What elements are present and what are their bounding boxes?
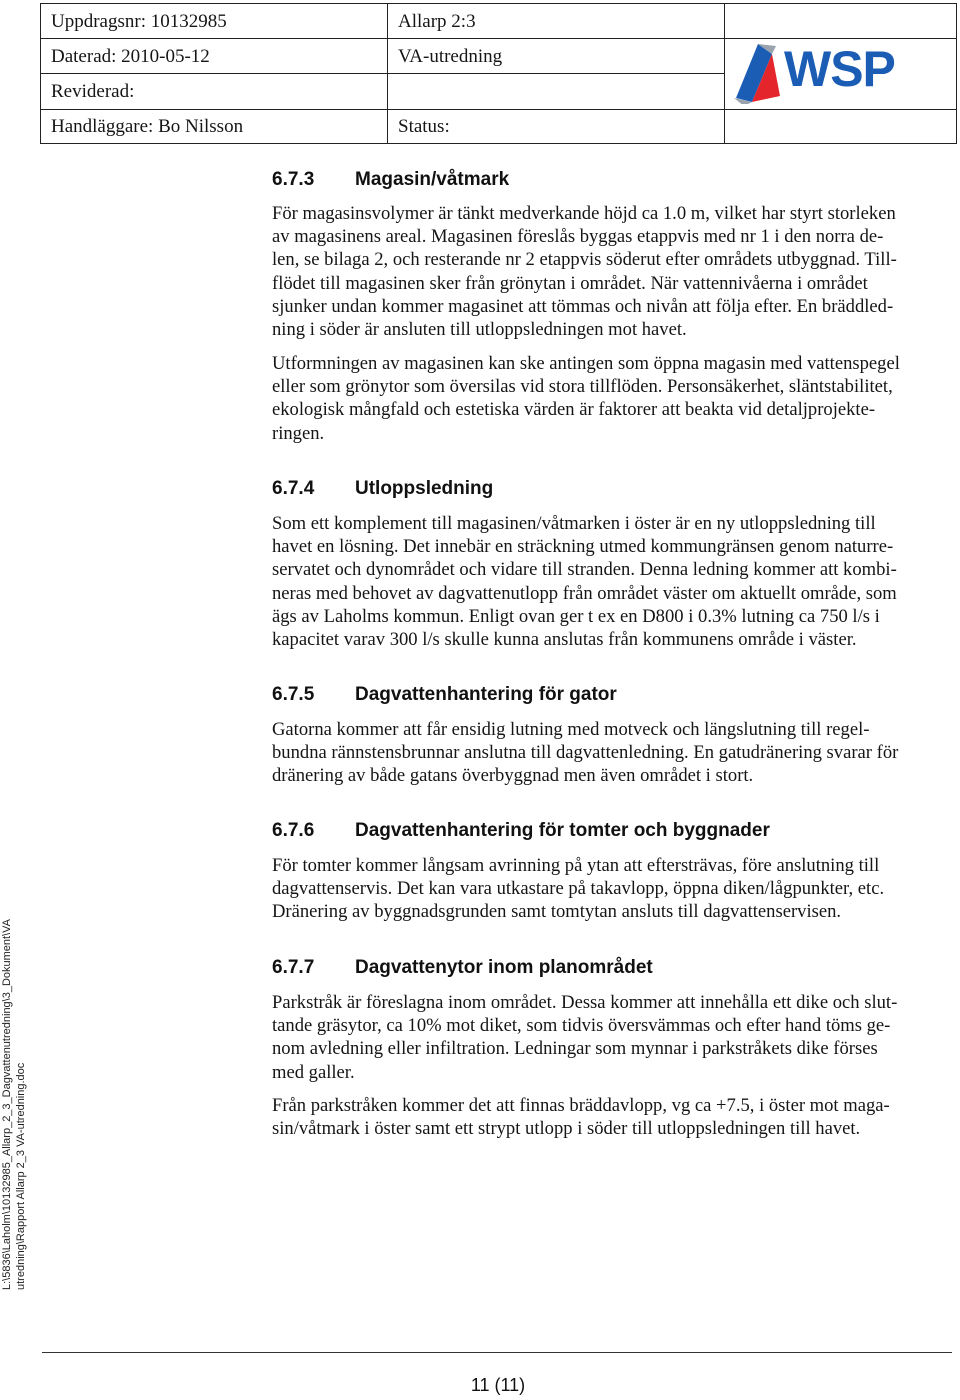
section-heading <box>272 819 770 843</box>
section-number: 6.7.5 <box>272 684 315 705</box>
date-field: Daterad: 2010-05-12 <box>51 46 210 67</box>
section-number: 6.7.3 <box>272 169 315 190</box>
text-line: ekologisk mångfald och estetiska värden är faktorer att beakta vid detaljprojekte- <box>272 399 876 421</box>
text-line: Utformningen av magasinen kan ske antingen som öppna magasin med vattenspegel <box>272 353 900 374</box>
text-line: Parkstråk är föreslagna inom området. Dessa kommer att innehålla ett dike och slut- <box>272 992 898 1013</box>
section-heading <box>272 683 617 707</box>
paragraph <box>272 352 952 445</box>
header-divider <box>724 4 725 143</box>
section-title: Utloppsledning <box>355 478 494 499</box>
section-heading <box>272 477 493 501</box>
section-title: Dagvattenhantering för tomter och byggnader <box>355 820 770 841</box>
section-number: 6.7.7 <box>272 957 315 978</box>
file-path-line: utredning\Rapport Allarp 2_3 VA-utredning.doc <box>15 1062 27 1290</box>
file-path-margin <box>0 910 28 1290</box>
text-line: sin/våtmark i öster samt ett strypt utlopp i söder till utloppsledningen till havet. <box>272 1118 861 1140</box>
text-line: kapacitet varav 300 l/s skulle kunna anslutas från kommunens område i väster. <box>272 629 857 651</box>
text-line: Från parkstråken kommer det att finnas bräddavlopp, vg ca +7.5, i öster mot maga- <box>272 1095 890 1116</box>
wsp-logo <box>732 36 922 104</box>
text-line: dränering av både gatans överbyggnad men även området i stort. <box>272 765 754 787</box>
handler-field: Handläggare: Bo Nilsson <box>51 116 244 137</box>
file-path-line: L:\5836\Laholm\10132985_Allarp_2_3_Dagvattenutredning\3_Dokument\VA <box>1 918 13 1290</box>
text-line: ning i söder är ansluten till utloppsledningen mot havet. <box>272 319 687 341</box>
text-line: dagvattenservis. Det kan vara utkastare på takavlopp, öppna diken/lågpunkter, etc. <box>272 878 885 900</box>
text-line: ägs av Laholms kommun. Enligt ovan ger t ex en D800 i 0.3% lutning ca 750 l/s i <box>272 605 880 627</box>
logo-wordmark: WSP <box>784 41 895 97</box>
text-line: len, se bilaga 2, och resterande nr 2 etappvis söderut efter områdets utbyggnad. Till- <box>272 249 897 271</box>
text-line: ringen. <box>272 422 325 444</box>
text-line: För magasinsvolymer är tänkt medverkande höjd ca 1.0 m, vilket har styrt storleken <box>272 203 896 224</box>
paragraph <box>272 718 952 788</box>
section-number: 6.7.4 <box>272 478 315 499</box>
section-title: Dagvattenytor inom planområdet <box>355 957 653 978</box>
text-line: av magasinens areal. Magasinen föreslås byggas etappvis med nr 1 i den norra de- <box>272 226 884 248</box>
text-line: eller som grönytor som översilas vid stora tillflöden. Personsäkerhet, släntstabilitet, <box>272 376 893 398</box>
text-line: Gatorna kommer att får ensidig lutning med motveck och längslutning till regel- <box>272 719 870 740</box>
paragraph <box>272 1094 952 1140</box>
section-title: Magasin/våtmark <box>355 169 510 190</box>
document-type: VA-utredning <box>398 46 503 67</box>
paragraph <box>272 854 952 924</box>
text-line: flödet till magasinen sker från grönytan i området. När vattennivåerna i området <box>272 272 868 294</box>
page-number: 11 (11) <box>470 1375 526 1395</box>
section-heading <box>272 956 653 980</box>
paragraph <box>272 991 952 1084</box>
text-line: med galler. <box>272 1061 355 1083</box>
text-line: Dränering av byggnadsgrunden samt tomtytan ansluts till dagvattenservisen. <box>272 901 842 923</box>
text-line: Som ett komplement till magasinen/våtmarken i öster är en ny utloppsledning till <box>272 513 876 534</box>
text-line: havet en lösning. Det innebär en sträckning utmed kommungränsen genom naturre- <box>272 536 894 558</box>
text-line: neras med behovet av dagvattenutlopp från området väster om aktuellt område, som <box>272 582 897 604</box>
text-line: sjunker undan kommer magasinet att tömmas och nivån att följa efter. En bräddled- <box>272 295 894 317</box>
section-title: Dagvattenhantering för gator <box>355 684 617 705</box>
footer-rule <box>42 1352 952 1353</box>
project-name: Allarp 2:3 <box>398 11 476 32</box>
text-line: servatet och dynområdet och vidare till stranden. Denna ledning kommer att kombi- <box>272 559 897 581</box>
text-line: bundna rännstensbrunnar anslutna till dagvattenledning. En gatudränering svarar för <box>272 742 899 764</box>
paragraph <box>272 202 952 341</box>
text-line: nom avledning eller infiltration. Ledningar som mynnar i parkstråkets dike förses <box>272 1038 878 1060</box>
text-line: För tomter kommer långsam avrinning på ytan att eftersträvas, före anslutning till <box>272 855 880 876</box>
section-number: 6.7.6 <box>272 820 315 841</box>
status-field: Status: <box>398 116 450 137</box>
section-heading <box>272 168 509 192</box>
assignment-number: Uppdragsnr: 10132985 <box>51 11 227 32</box>
text-line: tande gräsytor, ca 10% mot diket, som tidvis översvämmas och efter hand töms ge- <box>272 1015 891 1037</box>
paragraph <box>272 512 952 651</box>
revised-field: Reviderad: <box>51 81 135 102</box>
